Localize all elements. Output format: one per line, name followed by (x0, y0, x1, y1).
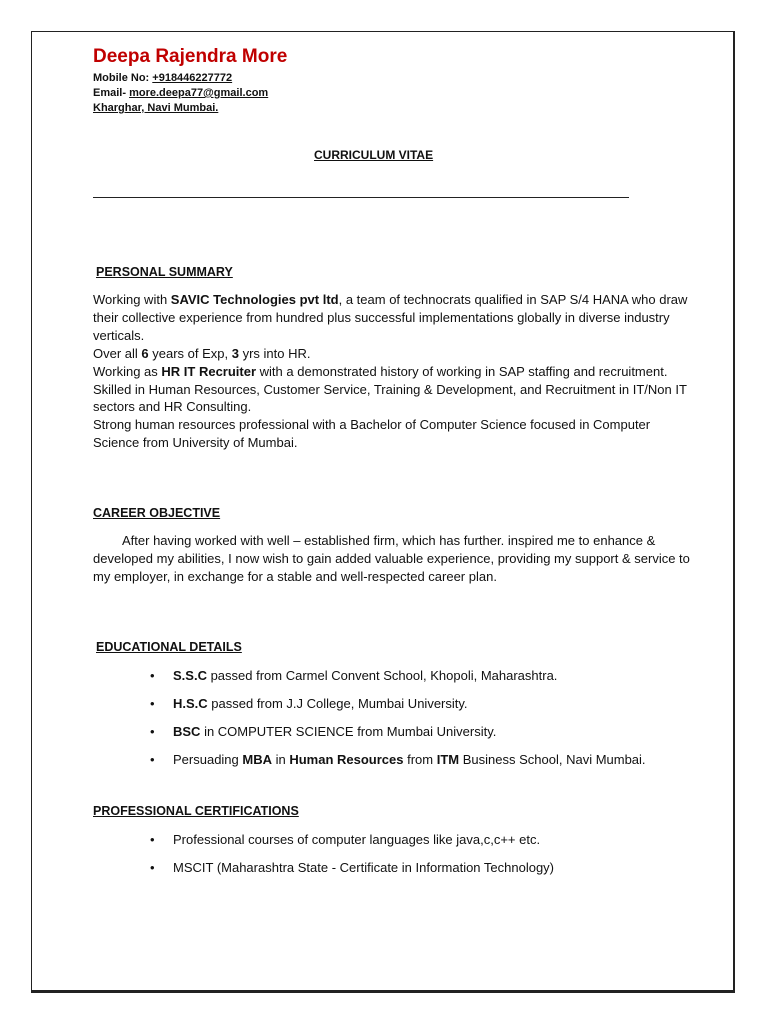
name-middle: Rajendra (155, 46, 237, 67)
summary-line-company: Working with SAVIC Technologies pvt ltd, a team of technocrats qualified in SAP S/4 HANA who draw their collective experience from hundred plus successful implementations globally in diverse industry verticals. (93, 292, 688, 343)
personal-summary-section (93, 264, 693, 452)
resume-header (93, 46, 693, 116)
education-section (93, 639, 693, 779)
candidate-name (93, 46, 693, 68)
list-item-ssc: • S.S.C passed from Carmel Convent School, Khopoli, Maharashtra. (150, 668, 558, 683)
certifications-section (93, 803, 693, 887)
certifications-heading: PROFESSIONAL CERTIFICATIONS (93, 804, 299, 818)
name-last: More (241, 46, 288, 67)
list-item-hsc: • H.S.C passed from J.J College, Mumbai University. (150, 696, 468, 711)
personal-summary-heading: PERSONAL SUMMARY (96, 265, 233, 279)
summary-line-experience: Over all 6 years of Exp, 3 yrs into HR. (93, 345, 311, 361)
personal-summary-body (93, 291, 693, 452)
summary-line-education: Strong human resources professional with a Bachelor of Computer Science focused in Computer Science from University of Mumbai. (93, 417, 651, 451)
document-title: CURRICULUM VITAE (314, 148, 434, 162)
bullet-icon: • (150, 860, 155, 875)
mobile-number-link[interactable]: +918446227772 (152, 72, 233, 84)
address-line: Kharghar, Navi Mumbai. (93, 102, 219, 114)
mobile-line (93, 71, 693, 86)
education-heading: EDUCATIONAL DETAILS (96, 640, 242, 654)
mobile-label: Mobile No: (93, 72, 150, 84)
email-label: Email- (93, 87, 127, 99)
bullet-icon: • (150, 752, 155, 767)
email-link[interactable]: more.deepa77@gmail.com (129, 87, 269, 99)
list-item-mba: • Persuading MBA in Human Resources from ITM Business School, Navi Mumbai. (150, 752, 646, 767)
career-objective-text: After having worked with well – established firm, which has further. inspired me to enhance & developed my abilities, I now wish to gain added valuable experience, providing my support & service to my employer, in exchange for a stable and well-respected career plan. (93, 533, 690, 584)
education-list (93, 667, 693, 768)
list-item-bsc: • BSC in COMPUTER SCIENCE from Mumbai University. (150, 724, 497, 739)
list-item-certification: • MSCIT (Maharashtra State - Certificate in Information Technology) (150, 860, 555, 875)
summary-line-role: Working as HR IT Recruiter with a demonstrated history of working in SAP staffing and recruitment. (93, 363, 668, 379)
summary-line-skills: Skilled in Human Resources, Customer Service, Training & Development, and Recruitment in IT/Non IT sectors and HR Consulting. (93, 381, 687, 415)
list-item-certification: • Professional courses of computer languages like java,c,c++ etc. (150, 832, 541, 847)
name-first: Deepa (93, 46, 151, 67)
bullet-icon: • (150, 832, 155, 847)
email-line (93, 86, 693, 101)
career-objective-heading: CAREER OBJECTIVE (93, 506, 221, 520)
bullet-icon: • (150, 724, 155, 739)
career-objective-section (93, 505, 693, 586)
horizontal-divider (93, 197, 629, 198)
certifications-list (93, 831, 693, 876)
bullet-icon: • (150, 696, 155, 711)
bullet-icon: • (150, 668, 155, 683)
